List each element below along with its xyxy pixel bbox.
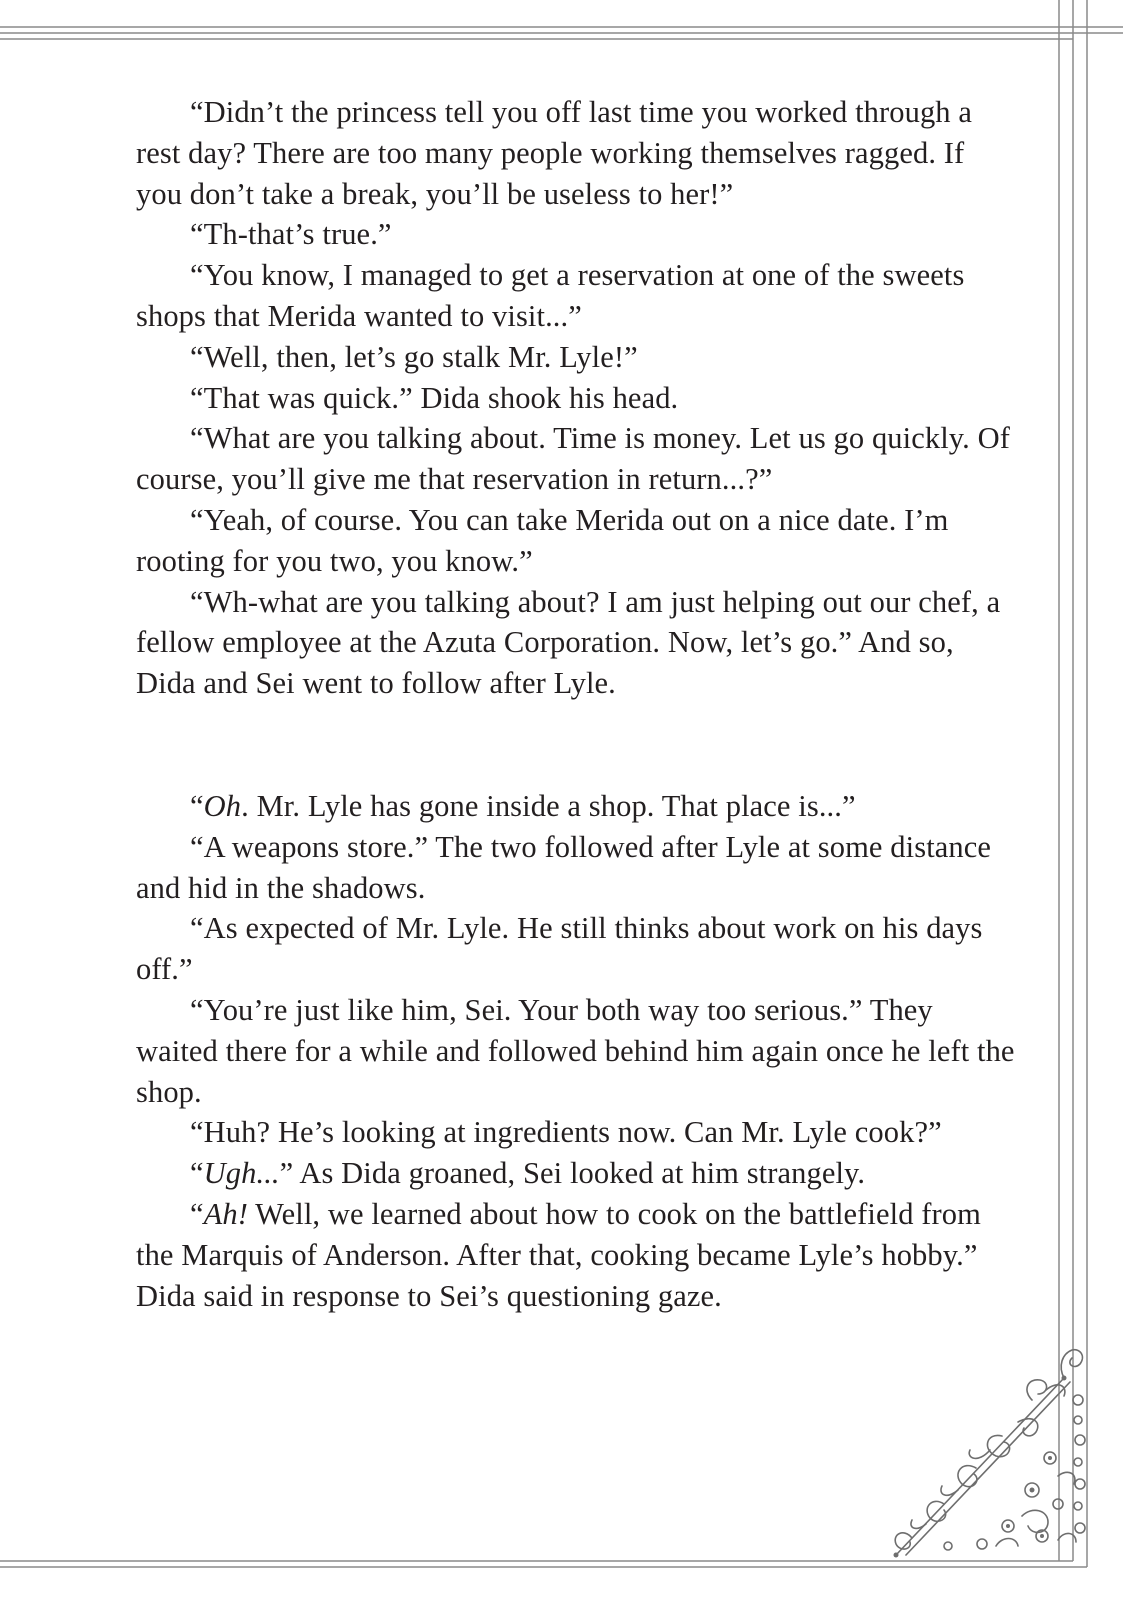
text-run: “A weapons store.” The two followed after Lyle at some distance and hid in the shadows. [136, 829, 992, 905]
text-run: “ [190, 788, 204, 823]
text-run: “You’re just like him, Sei. Your both way too serious.” They waited there for a while and followed behind him again once he left the shop. [136, 992, 1015, 1109]
paragraph [136, 908, 1016, 990]
paragraph [136, 337, 1016, 378]
paragraph [136, 582, 1016, 704]
page-text [136, 92, 1016, 1316]
text-run: “Th-that’s true.” [190, 217, 392, 252]
text-run: “ [190, 1156, 204, 1191]
text-run: Well, we learned about how to cook on the battlefield from the Marquis of Anderson. After that, cooking became Lyle’s hobby.” Dida said in response to Sei’s questioning gaze. [136, 1196, 981, 1313]
paragraph [136, 418, 1016, 500]
text-run: “Wh-what are you talking about? I am just helping out our chef, a fellow employee at the Azuta Corporation. Now, let’s go.” And so, Dida and Sei went to follow after Lyle. [136, 584, 1001, 701]
text-run: “Well, then, let’s go stalk Mr. Lyle!” [190, 339, 638, 374]
paragraph [136, 1153, 1016, 1194]
text-run: “What are you talking about. Time is money. Let us go quickly. Of course, you’ll give me that reservation in return...?” [136, 421, 1010, 497]
corner-flourish-ornament [882, 1340, 1092, 1562]
paragraph [136, 378, 1016, 419]
paragraph [136, 500, 1016, 582]
paragraph [136, 1112, 1016, 1153]
paragraph [136, 255, 1016, 337]
italic-text: Oh [203, 788, 242, 823]
italic-text: Ah! [203, 1196, 248, 1231]
paragraph [136, 786, 1016, 827]
italic-text: Ugh... [203, 1156, 280, 1191]
text-run: . Mr. Lyle has gone inside a shop. That place is...” [241, 788, 856, 823]
text-run: “As expected of Mr. Lyle. He still thinks about work on his days off.” [136, 911, 983, 987]
paragraph [136, 92, 1016, 214]
text-run: “That was quick.” Dida shook his head. [190, 380, 679, 415]
text-run: “Huh? He’s looking at ingredients now. Can Mr. Lyle cook?” [190, 1115, 942, 1150]
text-run: “Yeah, of course. You can take Merida out on a nice date. I’m rooting for you two, you know.” [136, 502, 949, 578]
text-run: “ [190, 1196, 204, 1231]
paragraph [136, 214, 1016, 255]
text-run: ” As Dida groaned, Sei looked at him strangely. [279, 1156, 866, 1191]
section-break [136, 704, 1016, 786]
paragraph [136, 990, 1016, 1112]
text-run: “Didn’t the princess tell you off last time you worked through a rest day? There are too many people working themselves ragged. If you don’t take a break, you’ll be useless to her!” [136, 95, 973, 211]
paragraph [136, 827, 1016, 909]
text-run: “You know, I managed to get a reservation at one of the sweets shops that Merida wanted to visit...” [136, 258, 965, 333]
paragraph [136, 1194, 1016, 1316]
